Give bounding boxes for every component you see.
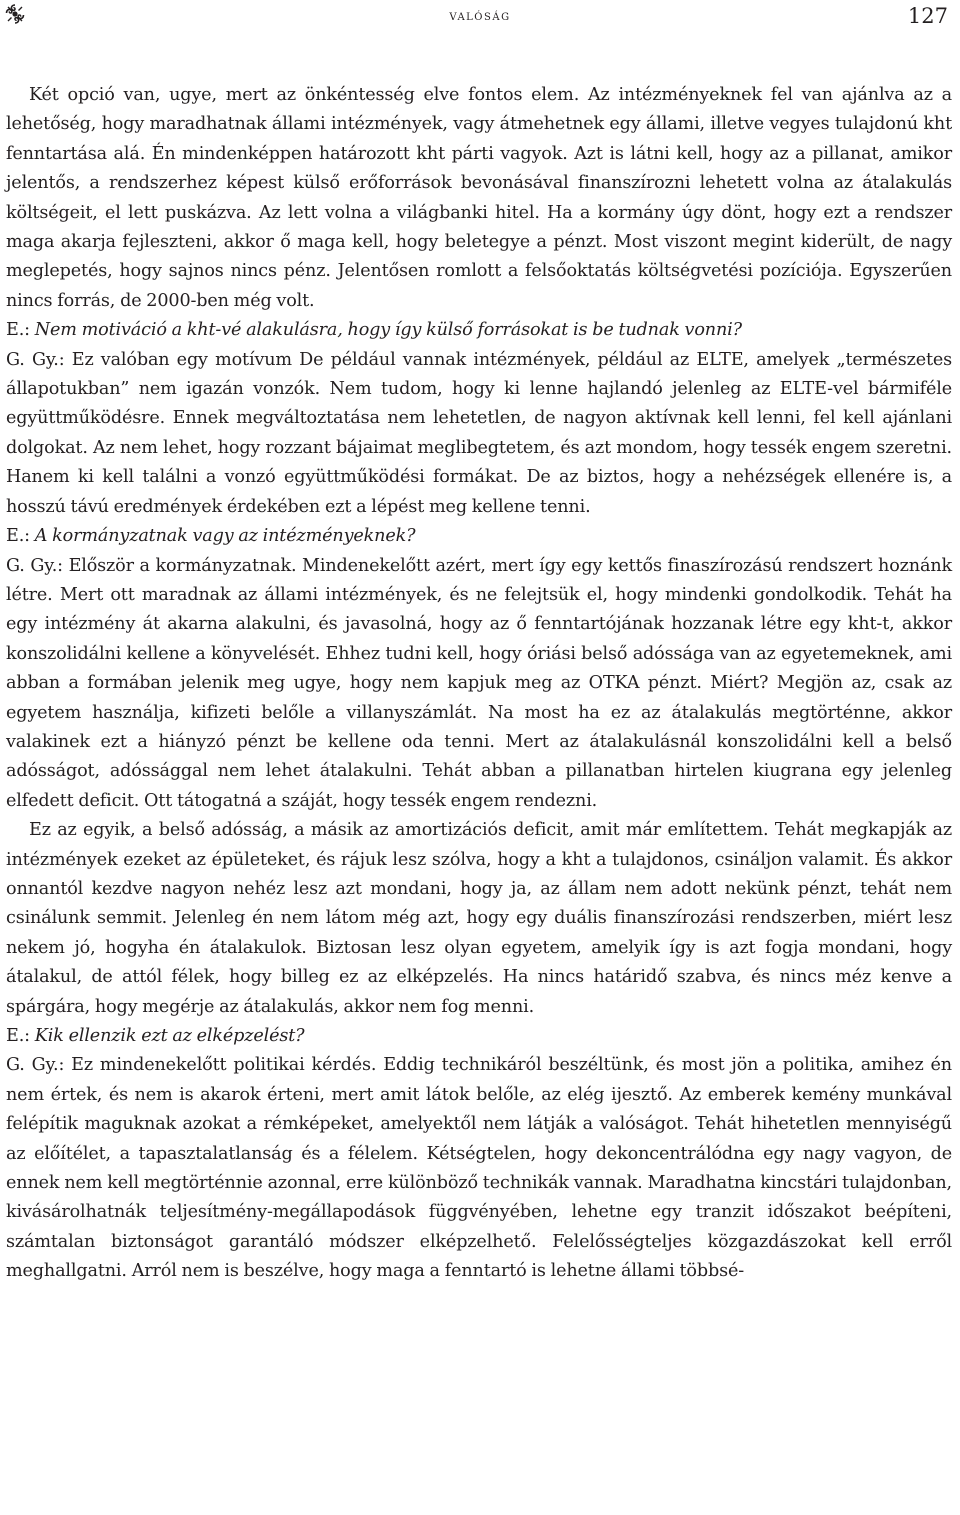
paragraph-text: Ez az egyik, a belső adósság, a másik az amortizációs deficit, amit már említettem. Tehát megkapják az intézmények ezeket az épületeket, és rájuk lesz szólva, hogy a kht a tulajdonos, csináljon valamit. És akkor onnantól kezdve nagyon nehéz lesz azt mondani, hogy ja, az állam nem adott nekünk pénzt, tehát nem csinálunk semmit. Jelenleg én nem látom még azt, hogy egy duális finanszírozási rendszerben, miért lesz nekem jó, hogyha én átalakulok. Biztosan lesz olyan egyetem, amelyik így is azt fogja mondani, hogy átalakul, de attól félek, hogy billeg ez az elképzelés. Ha nincs határidő szabva, és nincs méz kenve a spárgára, hogy megérje az átalakulás, akkor nem fog menni. xyxy=(6,820,952,1017)
speaker-label: E.: xyxy=(6,1026,30,1046)
interviewee-answer xyxy=(6,346,952,522)
speaker-label: E.: xyxy=(6,526,30,547)
page-header xyxy=(0,0,960,40)
running-title: valóság xyxy=(449,8,511,24)
question-text: Kik ellenzik ezt az elképzelést? xyxy=(29,1026,305,1046)
page-number: 127 xyxy=(907,4,948,28)
interviewer-question xyxy=(6,1022,952,1051)
paragraph xyxy=(6,816,952,1022)
speaker-label: G. Gy.: xyxy=(6,555,63,576)
speaker-label: E.: xyxy=(6,320,30,341)
answer-text: Először a kormányzatnak. Mindenekelőtt azért, mert így egy kettős finaszírozású rendszert hoznánk létre. Mert ott maradnak az állami intézmények, és ne felejtsük el, hogy mindenki gondolkodik. Tehát ha egy intézmény át akarna alakulni, és javasolná, hogy az ő fenntartójának hozzanak létre egy kht-t, akkor konszolidálni kellene a könyvelését. Ehhez tudni kell, hogy óriási belső adóssága van az egyetemeknek, ami abban a formában jelenik meg ugye, hogy nem kapjuk meg az OTKA pénzt. Miért? Megjön az, csak az egyetem használja, kifizeti belőle a villanyszámlát. Na most ha ez az átalakulás megtörténne, akkor valakinek ezt a hiányzó pénzt be kellene oda tenni. Mert az átalakulásnál konszolidálni kell a belső adósságot, adóssággal nem lehet átalakulni. Tehát abban a pillanatban hirtelen kiugrana egy jelenleg elfedett deficit. Ott tátogatná a száját, hogy tessék engem rendezni. xyxy=(6,555,953,811)
interviewee-answer xyxy=(6,552,952,817)
speaker-label: G. Gy.: xyxy=(6,1055,65,1076)
paragraph xyxy=(6,81,952,316)
page-body xyxy=(6,81,952,1287)
interviewer-question xyxy=(6,522,952,551)
answer-text: Ez valóban egy motívum De például vannak intézmények, például az ELTE, amelyek „természetes állapotukban” nem igazán vonzók. Nem tudom, hogy ki lenne hajlandó jelenleg az ELTE-vel bármiféle együttműködésre. Ennek megváltoztatása nem lehetetlen, de nagyon aktívnak kell lenni, fel kell ajánlani dolgokat. Az nem lehet, hogy rozzant bájaimat meglibegtetem, és azt mondom, hogy tessék engem szeretni. Hanem ki kell találni a vonzó együttműködési formákat. De az biztos, hogy a nehézségek ellenére is, a hosszú távú eredmények érdekében ezt a lépést meg kellene tenni. xyxy=(6,349,953,517)
answer-text: Ez mindenekelőtt politikai kérdés. Eddig technikáról beszéltünk, és most jön a politika, amihez én nem értek, és nem is akarok érteni, mert amit látok belőle, az elég ijesztő. Az emberek kemény munkával felépítik maguknak azokat a rémképeket, amelyektől nem látják a valóságot. Tehát hihetetlen mennyiségű az előítélet, a tapasztalatlanság és a félelem. Kétségtelen, hogy dekoncentrálódna egy nagy vagyon, de ennek nem kell megtörténnie azonnal, erre különböző technikák vannak. Maradhatna kincstári tulajdonban, kivásárolhatnák teljesítmény-megállapodások függvényében, lehetne egy tranzit időszakot beépíteni, számtalan biztonságot garantáló módszer elképzelhető. Felelősségteljes közgazdászokat kell erről meghallgatni. Arról nem is beszélve, hogy maga a fenntartó is lehetne állami többsé- xyxy=(6,1055,952,1282)
interviewer-question xyxy=(6,316,952,345)
interviewee-answer xyxy=(6,1051,952,1286)
paragraph-text: Két opció van, ugye, mert az önkéntesség elve fontos elem. Az intézményeknek fel van ajánlva az a lehetőség, hogy maradhatnak állami intézmények, vagy átmehetnek egy állami, illetve vegyes tulajdonú kht fenntartása alá. Én mindenképpen határozott kht párti vagyok. Azt is látni kell, hogy az a pillanat, amikor jelentős, a rendszerhez képest külső erőforrások bevonásával finanszírozni lehetett volna az átalakulás költségeit, el lett puskázva. Az lett volna a világbanki hitel. Ha a kormány úgy dönt, hogy ezt a rendszer maga akarja fejleszteni, akkor ő maga kell, hogy beletegye a pénzt. Most viszont megint kiderült, de nagy meglepetés, hogy sajnos nincs pénz. Jelentősen romlott a felsőoktatás költségvetési pozíciója. Egyszerűen nincs forrás, de 2000-ben még volt. xyxy=(6,85,952,311)
question-text: Nem motiváció a kht-vé alakulásra, hogy így külső forrásokat is be tudnak vonni? xyxy=(29,320,742,341)
question-text: A kormányzatnak vagy az intézményeknek? xyxy=(29,526,416,547)
speaker-label: G. Gy.: xyxy=(6,349,65,370)
